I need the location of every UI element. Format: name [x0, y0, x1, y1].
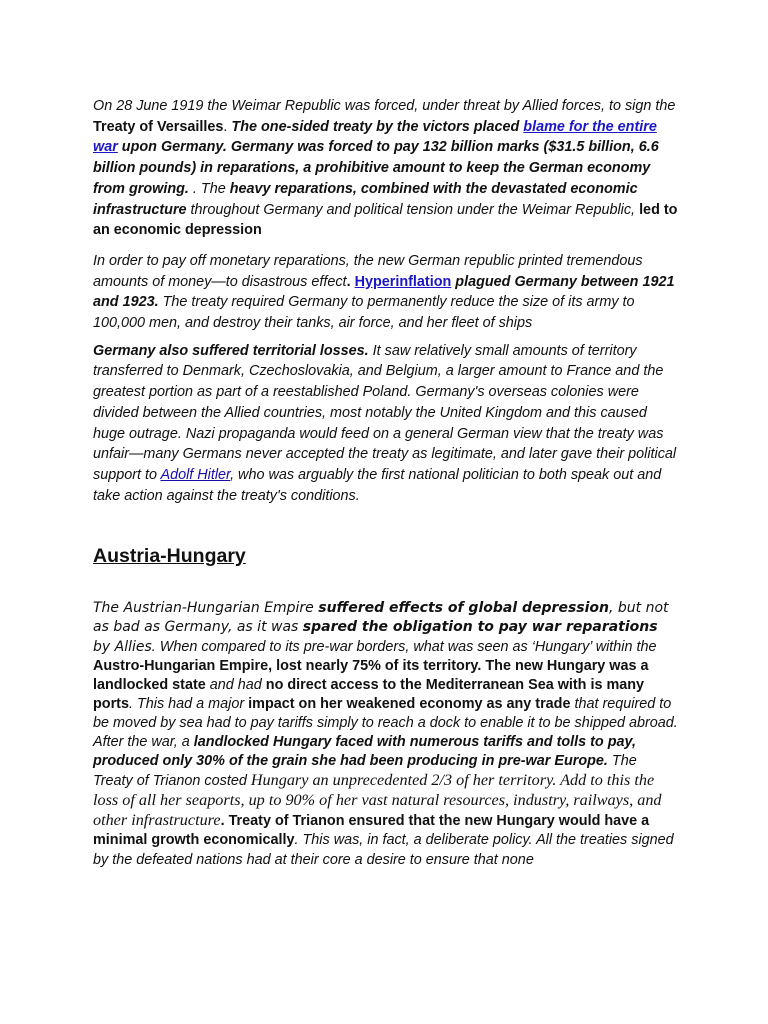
text-span: impact on her weakened economy as any trade	[248, 695, 571, 712]
text-span: suffered effects of global depression	[318, 600, 609, 617]
text-span: , who was arguably the first national politician to both speak out and take action against the treaty's conditions.	[93, 466, 662, 504]
text-span: landlocked Hungary faced with numerous tariffs and tolls to pay, produced only 30% of the grain she had been producing in pre-war Europe.	[93, 734, 636, 770]
text-span: . The	[188, 180, 230, 197]
document-page	[93, 96, 678, 870]
text-span: .	[223, 118, 232, 135]
text-span: throughout Germany and political tension under the Weimar Republic,	[186, 201, 640, 218]
text-span: The one-sided treaty by the victors placed	[231, 118, 524, 135]
text-span: The treaty required Germany to permanently reduce the size of its army to 100,000 men, and destroy their tanks, air force, and her fleet of ships	[93, 294, 635, 332]
text-span: The Austrian-Hungarian Empire	[93, 600, 319, 617]
link-hyperinflation[interactable]: Hyperinflation	[354, 273, 452, 290]
link-adolf-hitler[interactable]: Adolf Hitler	[160, 466, 231, 483]
text-span: Hungary an unprecedented 2/3 of her territory. Add to this the loss of all her seaports, up to 90% of her vast natural resources, industry, railways, and other infrastructure	[93, 771, 662, 830]
text-span: . This had a major	[128, 695, 249, 712]
text-span: Austro-Hungarian Empire, lost nearly 75% of its territory. The new Hungary was a landlocked state	[93, 657, 649, 693]
text-span: Treaty of Versailles	[93, 118, 224, 135]
paragraph-austria-hungary	[93, 599, 678, 869]
text-span: and had	[205, 676, 266, 693]
text-span: . This was, in fact, a deliberate policy. All the treaties signed by the defeated nations had at their core a desire to ensure that none	[93, 832, 674, 868]
text-span: no direct access to the Mediterranean Sea with is many ports	[93, 676, 645, 712]
text-span: .	[220, 813, 229, 830]
text-span: Germany also suffered territorial losses.	[93, 342, 369, 359]
text-span: Treaty of Trianon ensured that the new Hungary would have a minimal growth economically	[93, 813, 650, 849]
text-span: by Allies	[93, 638, 152, 655]
text-span: , but not as bad as Germany, as it was	[93, 600, 669, 636]
paragraph-hyperinflation	[93, 251, 678, 334]
text-span: led to an economic depression	[93, 201, 678, 239]
paragraph-territorial-losses	[93, 341, 678, 507]
text-span: .	[346, 273, 355, 290]
link-blame-for-the-entire-war[interactable]: blame for the entire war	[93, 118, 657, 156]
text-span: upon Germany. Germany was forced to pay 132 billion marks ($31.5 billion, 6.6 billion pounds) in reparations, a prohibitive amount to keep the German economy from growing.	[93, 139, 659, 197]
text-span: . When compared to its pre-war borders, what was seen as ‘Hungary’ within the	[151, 638, 657, 655]
heading-austria-hungary: Austria-Hungary	[93, 545, 246, 568]
text-span: The Treaty of Trianon costed	[93, 753, 637, 790]
text-span: It saw relatively small amounts of territory transferred to Denmark, Czechoslovakia, and Belgium, a larger amount to France and the greatest portion as part of a reestablished Poland. Germany's overseas colonies were divided between the Allied countries, most notably the United Kingdom and this caused huge outrage. Nazi propaganda would feed on a general German view that the treaty was unfair—many Germans never accepted the treaty as legitimate, and later gave their political support to	[93, 342, 677, 483]
text-span: plagued Germany between 1921 and 1923.	[93, 273, 675, 311]
text-span: heavy reparations, combined with the devastated economic infrastructure	[93, 180, 638, 218]
text-span: In order to pay off monetary reparations, the new German republic printed tremendous amounts of money—to disastrous effect	[93, 252, 643, 290]
paragraph-versailles	[93, 96, 678, 241]
text-span: that required to be moved by sea had to pay tariffs simply to reach a dock to enable it to be shipped abroad. After the war, a	[93, 695, 678, 751]
text-span: On 28 June 1919 the Weimar Republic was forced, under threat by Allied forces, to sign the	[93, 98, 676, 114]
text-span: spared the obligation to pay war reparations	[302, 619, 658, 636]
